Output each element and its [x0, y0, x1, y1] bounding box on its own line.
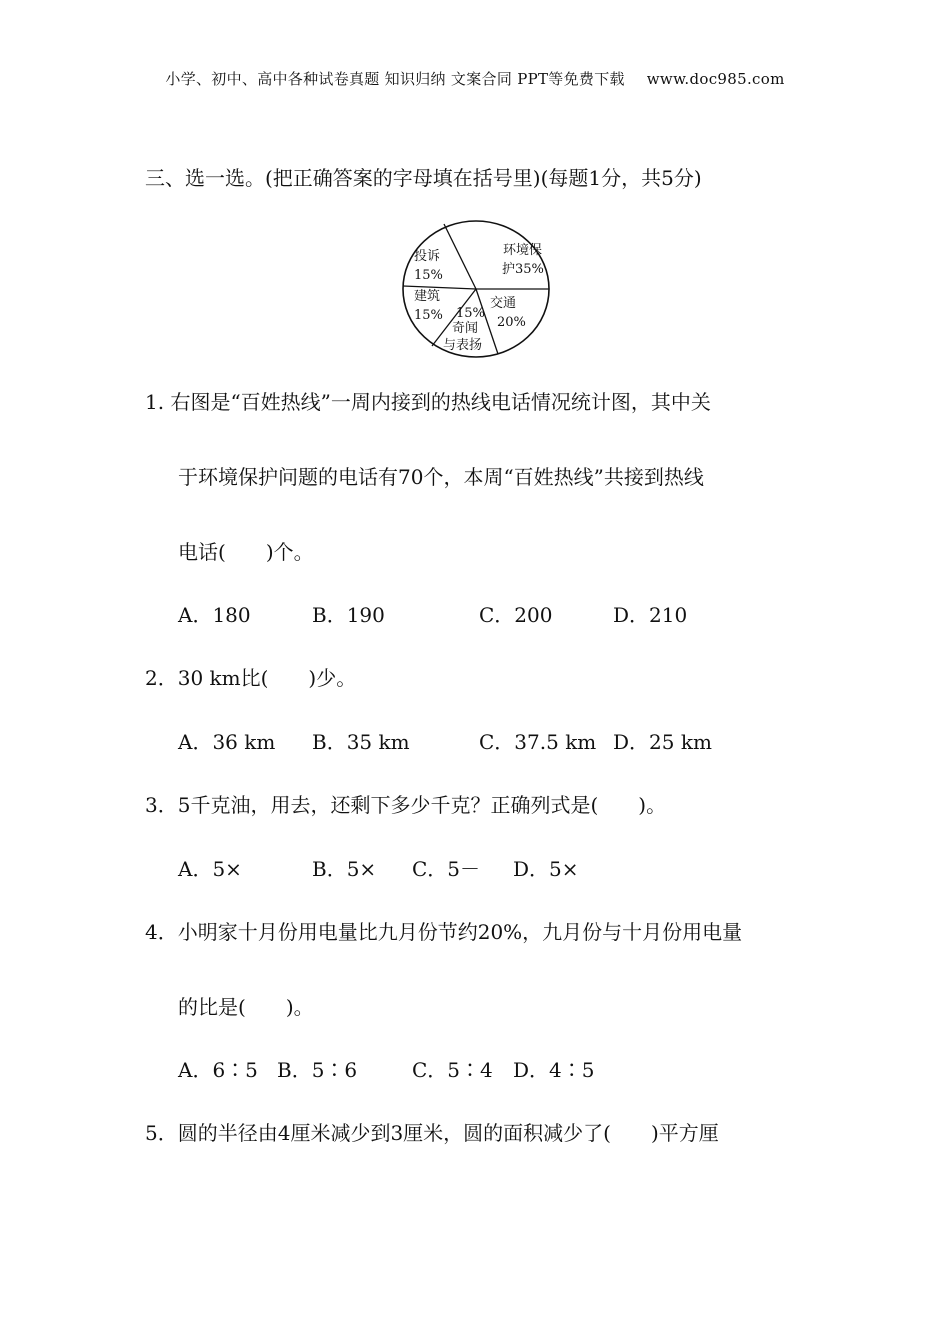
q4-line-2 [178, 991, 314, 1020]
pie-chart [400, 218, 552, 360]
q3-line [145, 789, 666, 818]
q3-option-a[interactable]: A．5× [178, 857, 242, 881]
label-complain-2: 15% [414, 268, 443, 283]
q5-before: 5．圆的半径由4厘米减少到3厘米，圆的面积减少了( [145, 1121, 611, 1145]
header-text: 小学、初中、高中各种试卷真题 知识归纳 文案合同 PPT等免费下载 [165, 70, 625, 88]
q2-option-b[interactable]: B．35 km [312, 730, 410, 754]
label-news-3: 与表扬 [443, 338, 483, 353]
q3-after: )。 [638, 793, 667, 817]
q1-line-1: 1. 右图是“百姓热线”一周内接到的热线电话情况统计图，其中关 [145, 390, 711, 414]
q1-option-c[interactable]: C．200 [479, 603, 553, 627]
q2-before: 2．30 km比( [145, 666, 269, 690]
q4-option-c[interactable]: C．5∶4 [412, 1058, 493, 1082]
q4-tail-after: )。 [285, 995, 314, 1019]
q1-tail-before: 电话( [178, 540, 226, 564]
label-traffic-2: 20% [497, 315, 526, 330]
q1-line-3 [178, 536, 314, 565]
header-url[interactable]: www.doc985.com [646, 70, 785, 88]
q2-line [145, 662, 356, 691]
q2-after: )少。 [308, 666, 357, 690]
label-news-2: 奇闻 [452, 321, 479, 336]
label-news-1: 15% [456, 306, 485, 321]
q3-option-c[interactable]: C．5－ [412, 857, 481, 881]
label-env-1: 环境保 [503, 243, 543, 258]
q4-line-1: 4．小明家十月份用电量比九月份节约20%，九月份与十月份用电量 [145, 920, 743, 944]
q1-option-d[interactable]: D．210 [613, 603, 688, 627]
label-complain-1: 投诉 [414, 249, 441, 264]
q4-option-d[interactable]: D．4∶5 [513, 1058, 595, 1082]
q1-tail-after: )个。 [265, 540, 314, 564]
q3-before: 3．5千克油，用去，还剩下多少千克？正确列式是( [145, 793, 599, 817]
q2-option-c[interactable]: C．37.5 km [479, 730, 597, 754]
label-env-2: 护35% [502, 262, 544, 277]
q2-option-d[interactable]: D．25 km [613, 730, 712, 754]
q5-line [145, 1117, 719, 1146]
q1-option-b[interactable]: B．190 [312, 603, 385, 627]
q1-option-a[interactable]: A．180 [178, 603, 251, 627]
q4-option-b[interactable]: B．5∶6 [277, 1058, 358, 1082]
page-header [0, 68, 950, 89]
q3-option-d[interactable]: D．5× [513, 857, 579, 881]
section-title: 三、选一选。(把正确答案的字母填在括号里)(每题1分，共5分) [145, 166, 702, 190]
q4-option-a[interactable]: A．6∶5 [178, 1058, 258, 1082]
q4-tail-before: 的比是( [178, 995, 246, 1019]
q3-option-b[interactable]: B．5× [312, 857, 377, 881]
label-build-2: 15% [414, 308, 443, 323]
label-traffic-1: 交通 [490, 296, 517, 311]
q1-line-2: 于环境保护问题的电话有70个，本周“百姓热线”共接到热线 [178, 465, 704, 489]
label-build-1: 建筑 [414, 289, 441, 304]
q5-after: )平方厘 [650, 1121, 719, 1145]
q2-option-a[interactable]: A．36 km [178, 730, 276, 754]
